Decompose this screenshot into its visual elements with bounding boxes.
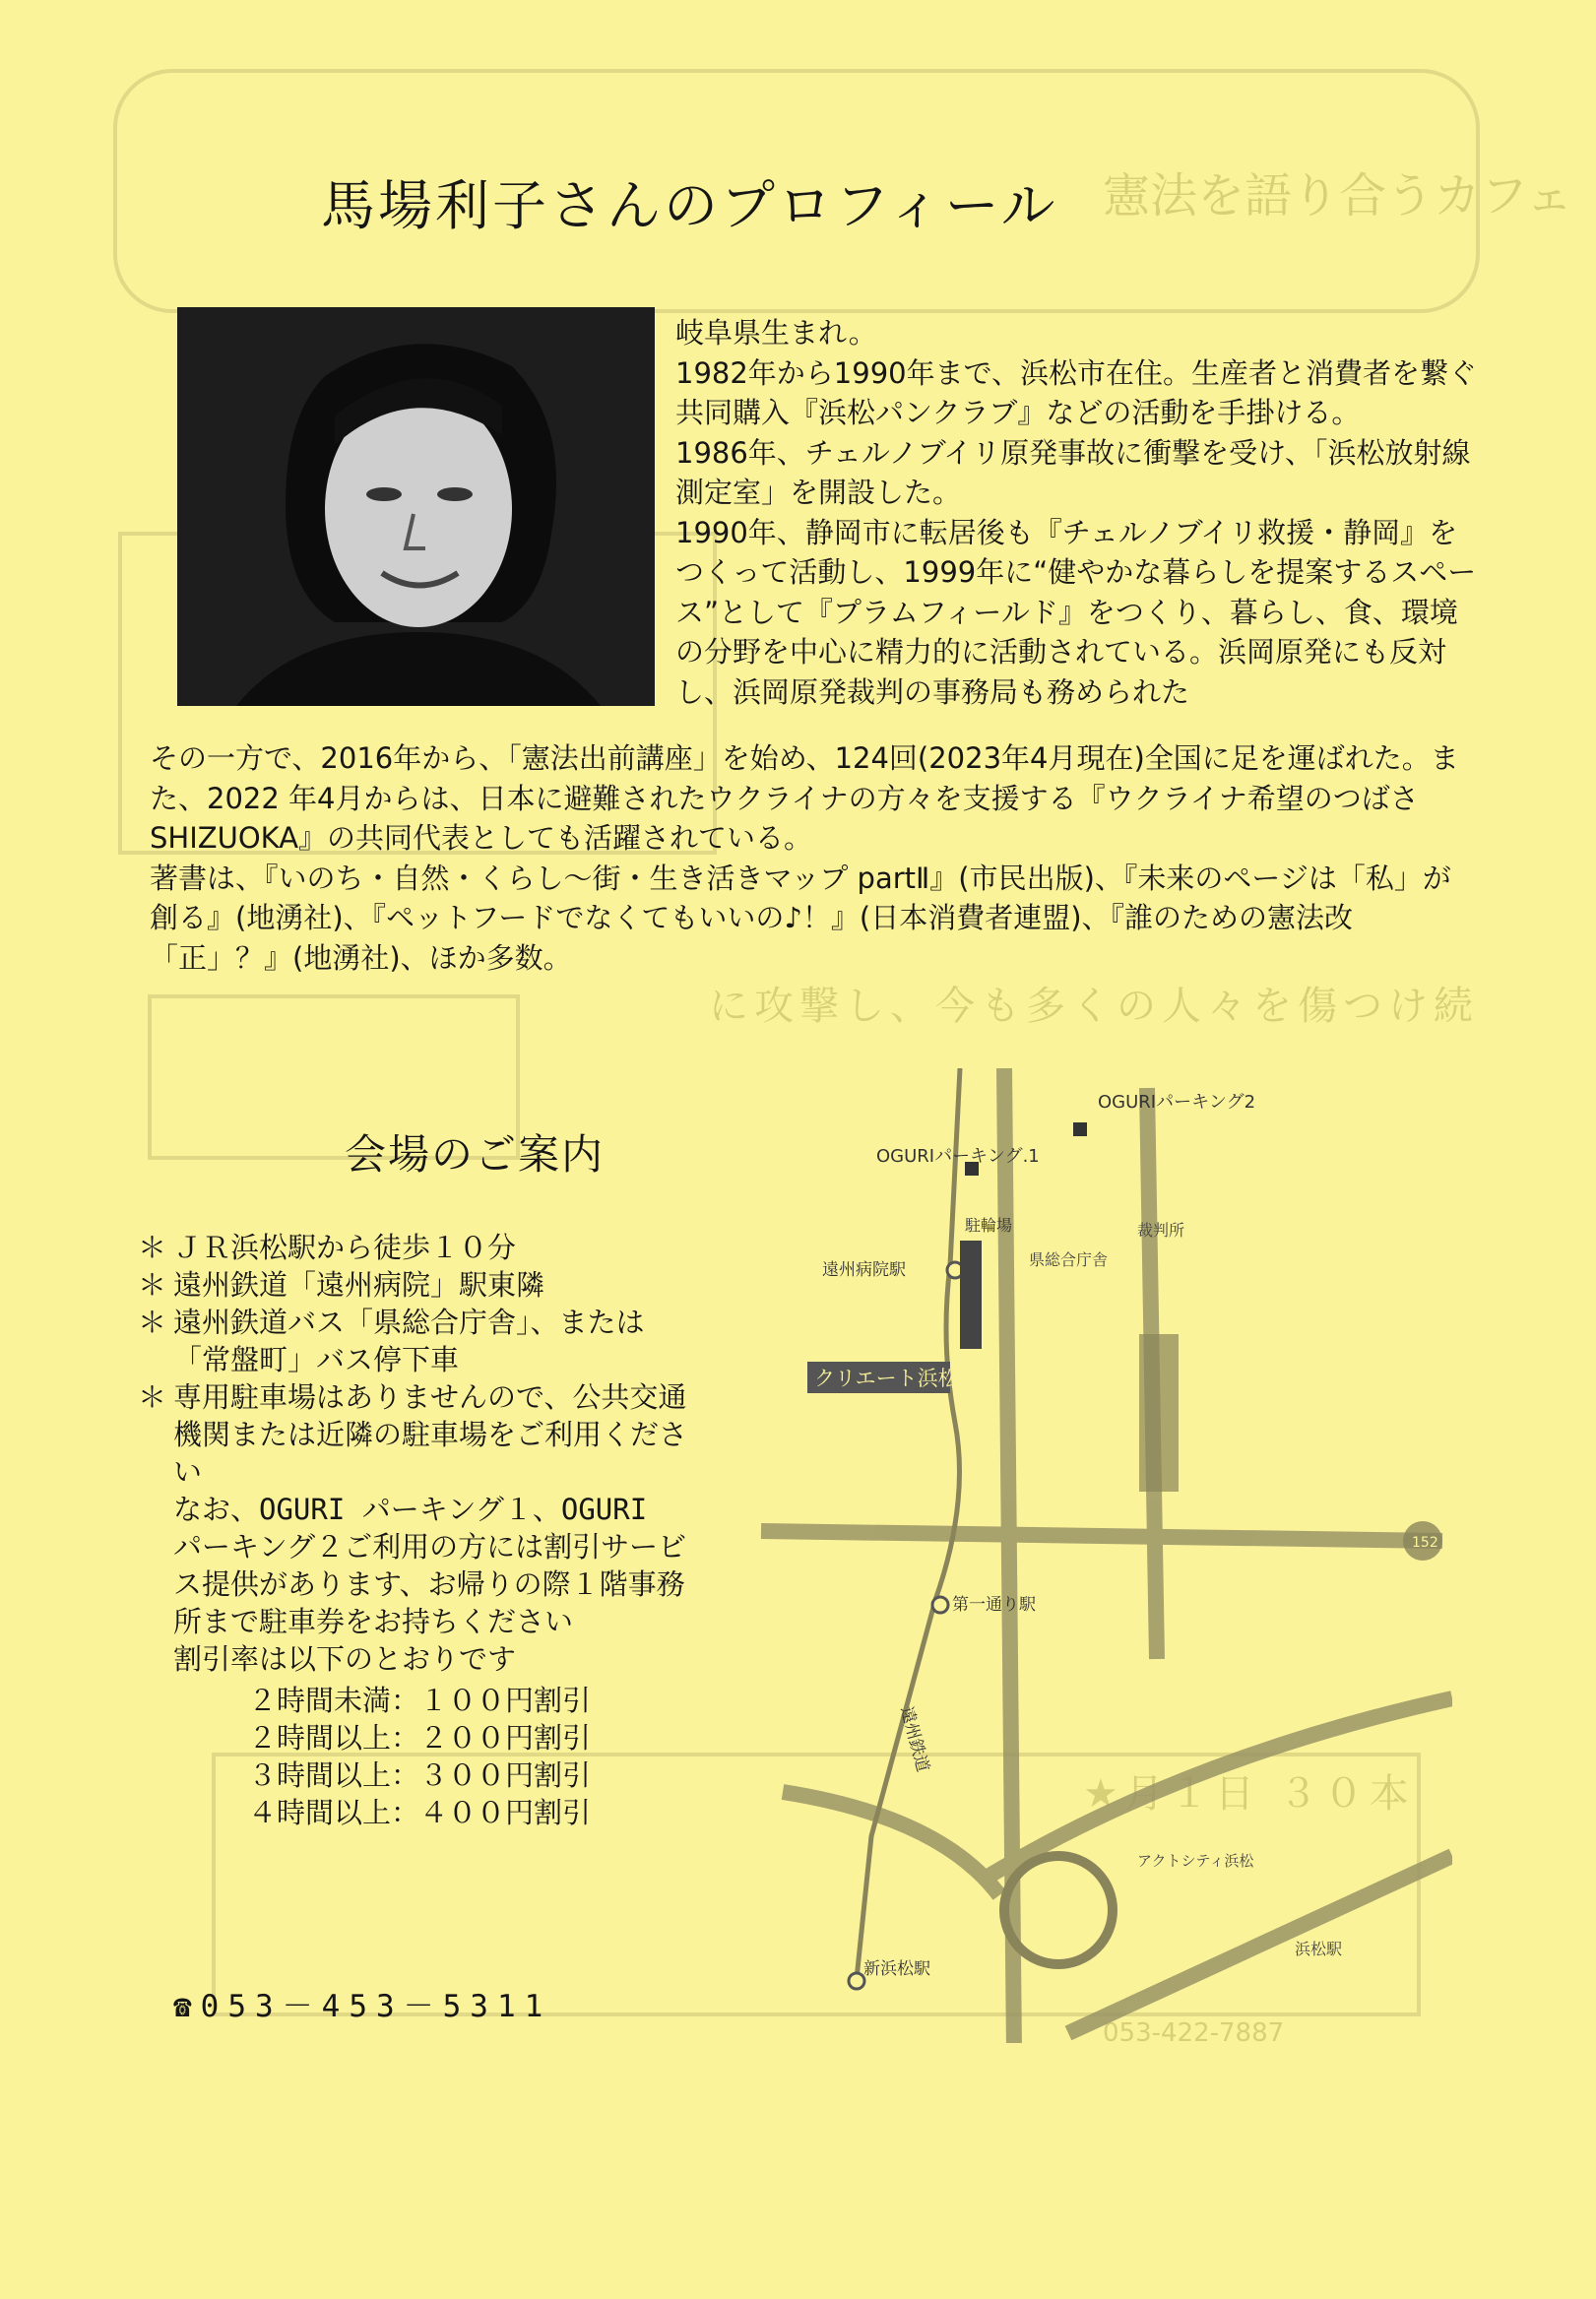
bullet-icon: ＊: [138, 1231, 167, 1264]
discount-rate: ２時間未満：１００円割引: [248, 1684, 592, 1717]
map-label: 遠州鉄道: [896, 1704, 933, 1774]
ghost-text: 053-422-7887: [1103, 2018, 1285, 2048]
discount-rates: [173, 1682, 689, 1831]
station-road: [990, 1698, 1452, 1876]
discount-rate: ３時間以上：３００円割引: [248, 1758, 592, 1792]
parking-discount-note: なお、OGURI パーキング１、OGURI パーキング２ご利用の方には割引サービス提供があります、お帰りの際１階事務所まで駐車券をお持ちください: [173, 1493, 687, 1638]
bullet-icon: ＊: [138, 1380, 167, 1414]
map-label: 新浜松駅: [863, 1959, 930, 1979]
access-list: [138, 1229, 689, 1831]
discount-rate: ４時間以上：４００円割引: [248, 1796, 592, 1829]
venue-title: 会場のご案内: [345, 1130, 606, 1179]
map-label: 第一通り駅: [952, 1595, 1036, 1615]
discount-rate: ２時間以上：２００円割引: [248, 1721, 592, 1755]
intro-paragraph: 岐阜県生まれ。: [675, 316, 877, 350]
access-text: 専用駐車場はありませんので、公共交通機関または近隣の駐車場をご利用ください: [173, 1380, 688, 1489]
map-label: 浜松駅: [1295, 1940, 1343, 1958]
map-label: 遠州病院駅: [822, 1260, 906, 1280]
access-item: [138, 1304, 689, 1378]
venue-map: [743, 1068, 1452, 2043]
portrait-image: [177, 307, 655, 706]
intro-paragraph: 1990年、静岡市に転居後も『チェルノブイリ救援・静岡』をつくって活動し、1999年に“健やかな暮らしを提案するスペース”として『プラムフィールド』をつくり、暮らし、食、環境の分野を中心に精力的に活動されている。浜岡原発にも反対し、浜岡原発裁判の事務局も務められた: [675, 515, 1477, 709]
access-item: [138, 1378, 689, 1831]
bullet-icon: ＊: [138, 1268, 167, 1302]
main-road: [761, 1531, 1442, 1541]
map-label: 県総合庁舎: [1029, 1250, 1109, 1269]
access-item: [138, 1229, 689, 1266]
access-text: 遠州鉄道バス「県総合庁舎」、または「常盤町」バス停下車: [173, 1306, 645, 1376]
map-label: OGURIパーキング.1: [876, 1146, 1040, 1167]
body-paragraph: 著書は、『いのち・自然・くらし～街・生き活きマップ partⅡ』(市民出版)、『未来のページは「私」が創る』(地湧社)、『ペットフードでなくてもいいの♪！』(日本消費者連盟)、『誰のための憲法改「正」？』(地湧社)、ほか多数。: [150, 861, 1451, 975]
rail-tracks: [1068, 1856, 1452, 2033]
map-drawing: [743, 1068, 1452, 2043]
ghost-text: ★月１日 ３０本: [1083, 1771, 1415, 1817]
access-text: 遠州鉄道「遠州病院」駅東隣: [173, 1268, 545, 1302]
discount-rate-intro: 割引率は以下のとおりです: [173, 1642, 517, 1676]
map-label: クリエート浜松: [814, 1367, 959, 1390]
phone-number: ☎053－453－5311: [173, 1989, 552, 2024]
bullet-icon: ＊: [138, 1306, 167, 1339]
map-label: 152: [1412, 1535, 1438, 1551]
profile-intro: [675, 313, 1483, 712]
access-text: ＪＲ浜松駅から徒歩１０分: [173, 1231, 517, 1264]
map-label: 駐輪場: [965, 1216, 1013, 1235]
intro-paragraph: 1982年から1990年まで、浜松市在住。生産者と消費者を繋ぐ共同購入『浜松パンクラブ』などの活動を手掛ける。: [675, 355, 1478, 429]
side-road: [783, 1792, 999, 1895]
profile-body: [150, 738, 1474, 978]
intro-paragraph: 1986年、チェルノブイリ原発事故に衝撃を受け、「浜松放射線測定室」を開設した。: [675, 435, 1471, 509]
profile-title: 馬場利子さんのプロフィール: [321, 174, 1058, 237]
map-label: OGURIパーキング2: [1098, 1092, 1256, 1113]
map-label: 裁判所: [1137, 1221, 1185, 1240]
ghost-text: 憲法を語り合うカフェ: [1103, 168, 1573, 224]
ghost-text: に攻撃し、今も多くの人々を傷つけ続: [709, 984, 1479, 1029]
body-paragraph: その一方で、2016年から、「憲法出前講座」を始め、124回(2023年4月現在)全国に足を運ばれた。また、2022 年4月からは、日本に避難されたウクライナの方々を支援する『ウクライナ希望のつばさSHIZUOKA』の共同代表としても活躍されている。: [150, 741, 1459, 855]
portrait-photo: [177, 307, 655, 706]
map-label: アクトシティ浜松: [1137, 1852, 1254, 1870]
access-item: [138, 1266, 689, 1304]
